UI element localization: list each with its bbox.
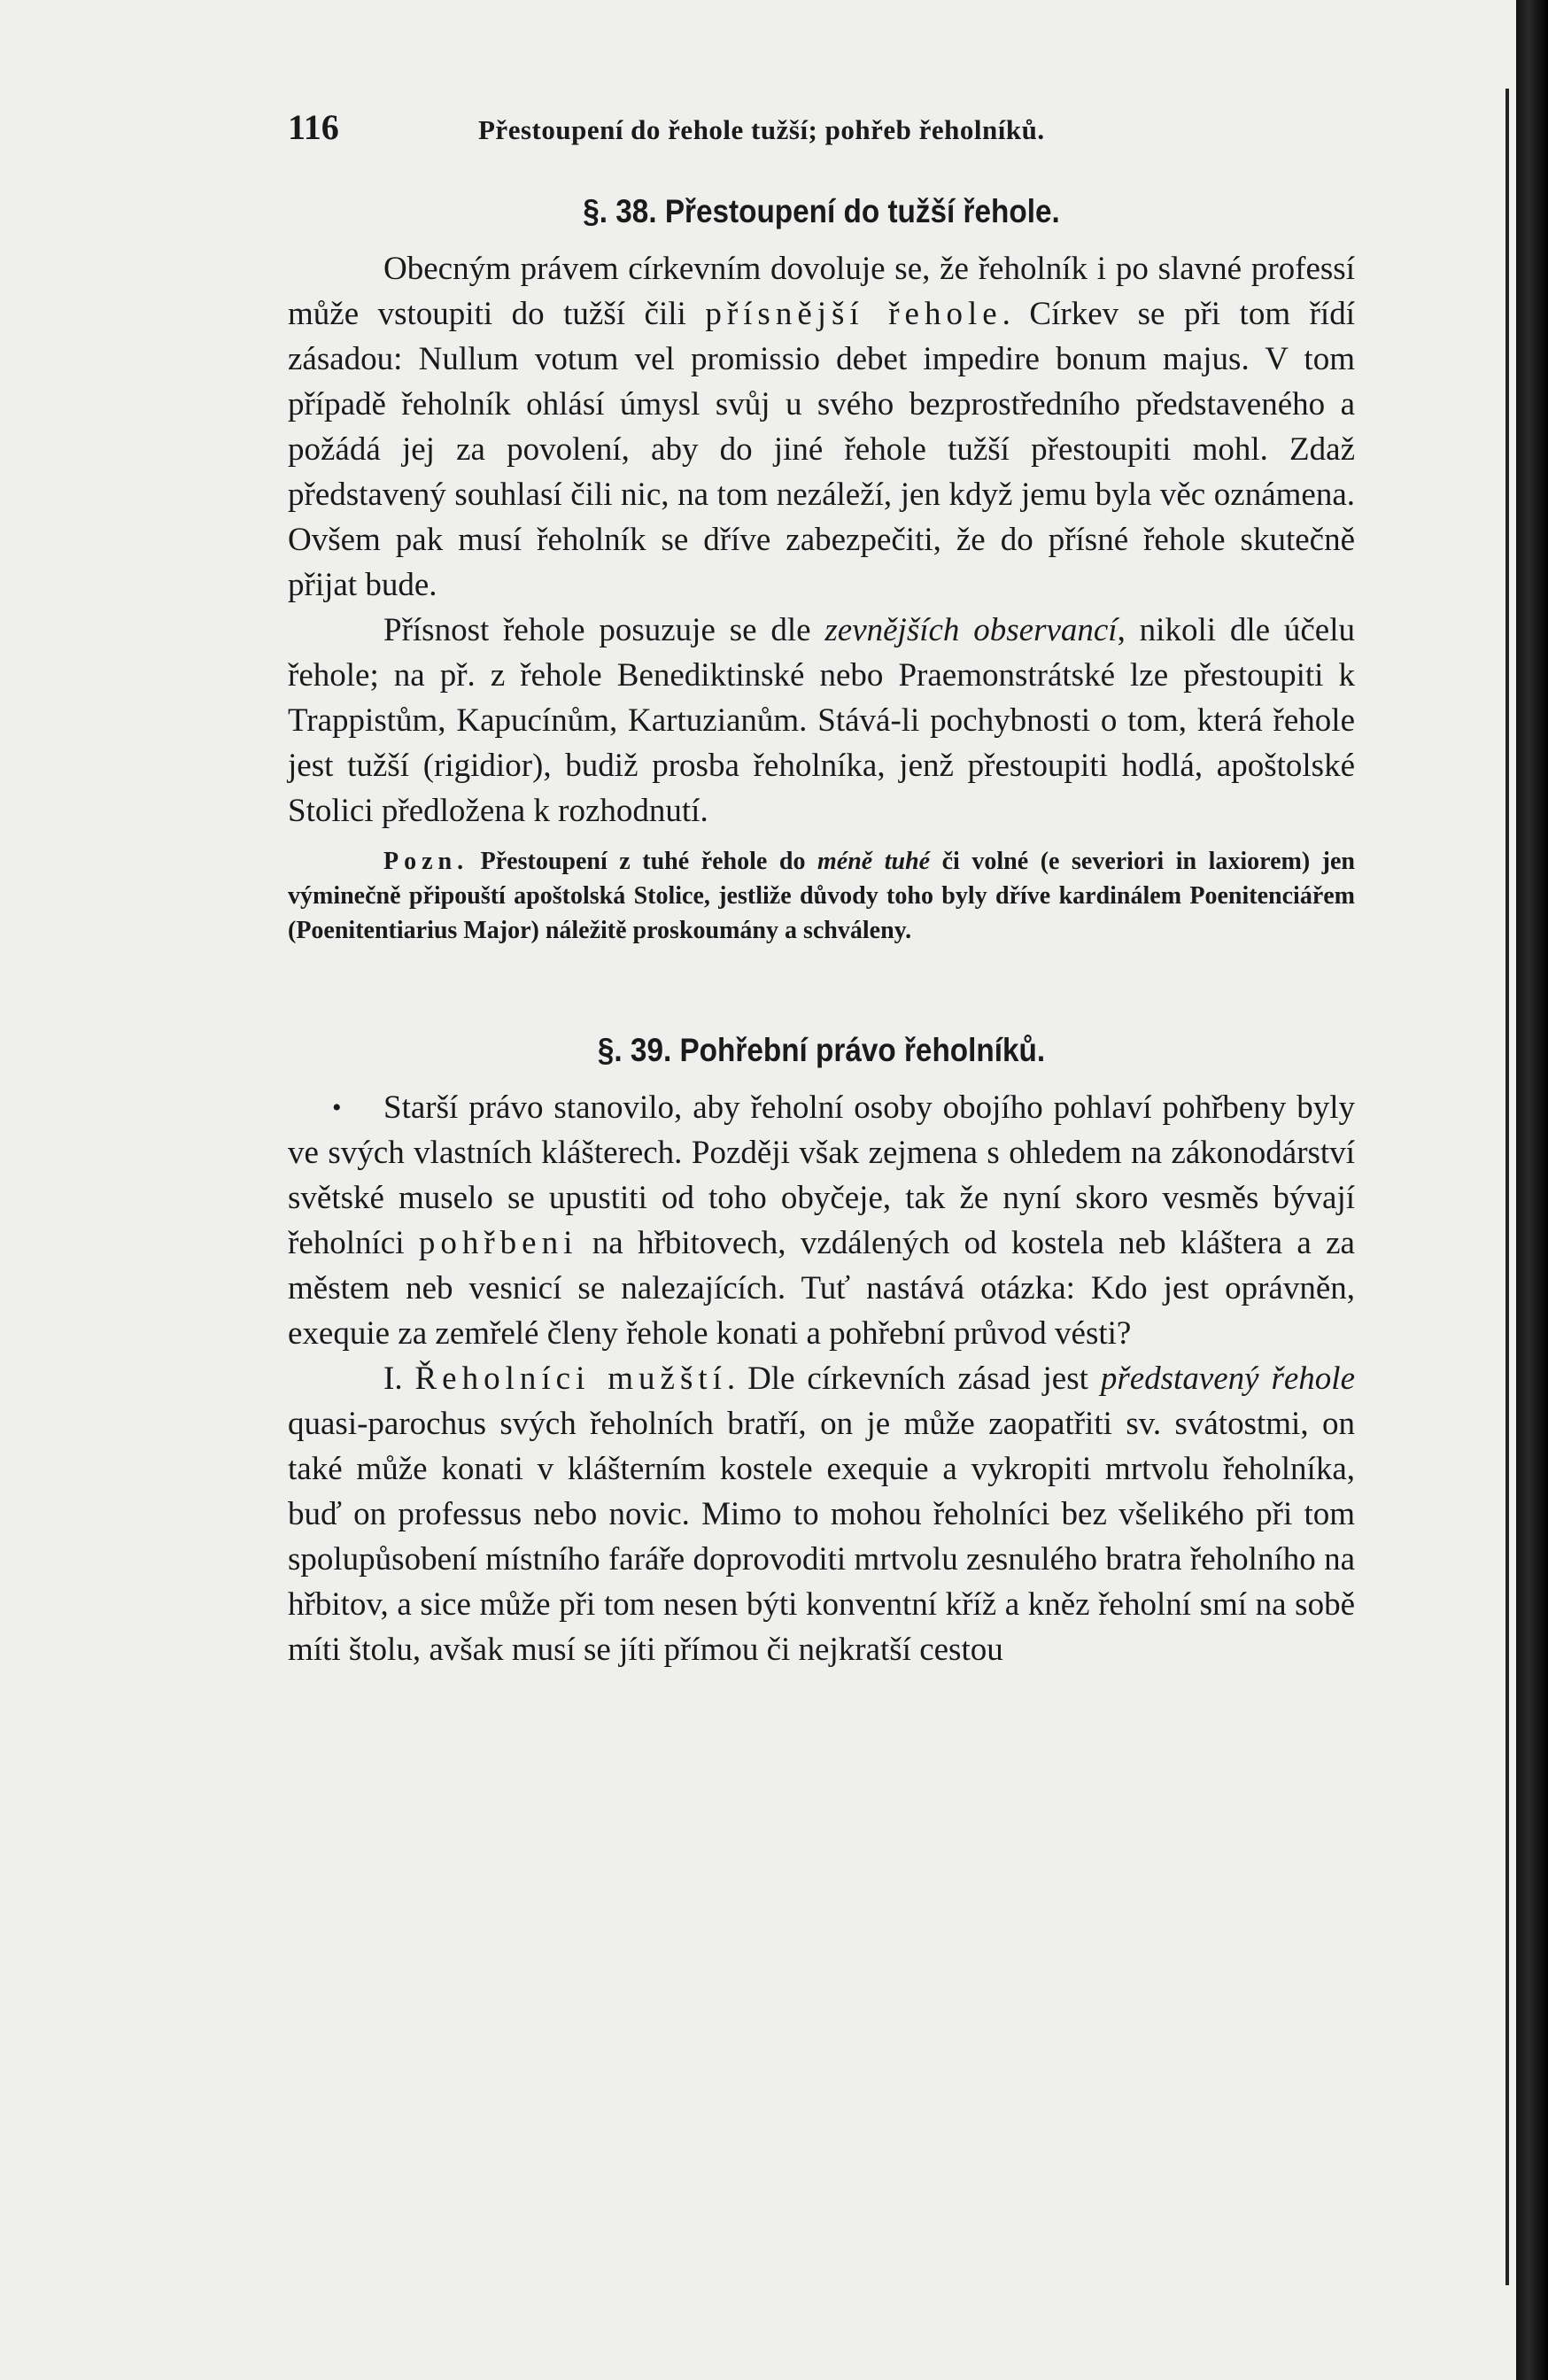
page-content [288,106,1355,1672]
list-number: I. [383,1361,415,1397]
italic-text: méně tuhé [817,848,931,875]
section-38-paragraph-2 [288,608,1355,833]
italic-text: zevnějších observancí [824,612,1118,648]
text-run: , nikoli dle účelu řehole; na př. z řehole Benediktinské nebo Praemonstrátské lze přestoupiti k Trappistům, Kapucínům, Kartuzianům. Stává-li pochybnosti o tom, která řehole jest tužší (rigidior), budiž prosba řeholníka, jenž přestoupiti hodlá, apoštolské Stolici předložena k rozhodnutí. [288,612,1355,829]
running-title: Přestoupení do řehole tužší; pohřeb řeholníků. [478,114,1045,145]
text-run: či volné (e severiori in laxiorem) jen výminečně připouští apoštolská Stolice, jestliže důvody toho byly dříve kardinálem Poenitenciářem (Poenitentiarius Major) náležitě proskoumány a schváleny. [288,848,1356,944]
scan-border [1516,0,1548,2380]
bullet-mark: • [332,1093,342,1122]
text-run: quasi-parochus svých řeholních bratří, on je může zaopatřiti sv. svátostmi, on také může konati v klášterním kostele exequie a vykropiti mrtvolu řeholníka, buď on professus nebo novic. Mimo to mohou řeholníci bez všelikého při tom spolupůsobení místního faráře doprovoditi mrtvolu zesnulého bratra řeholního na hřbitov, a sice může při tom nesen býti konventní kříž a kněz řeholní smí na sobě míti štolu, avšak musí se jíti přímou či nejkratší cestou [288,1406,1355,1668]
page-edge-line [1505,89,1509,2285]
section-38-note [288,844,1355,948]
section-38-paragraph-1 [288,246,1355,608]
italic-text: představený řehole [1100,1361,1356,1397]
emphasized-text: pohřbeni [418,1225,578,1261]
text-run: Obecným právem církevním dovoluje se, že řeholník i po slavné professí může vstoupiti do tužší čili [288,251,1355,332]
emphasized-text: přísnější řehole [705,296,1002,332]
text-run: Přestoupení z tuhé řehole do [468,848,817,875]
text-run: Starší právo stanovilo, aby řeholní osoby obojího pohlaví pohřbeny byly ve svých vlastních klášterech. Později však zejmena s ohledem na zákonodárství světské muselo se upustiti od toho obyčeje, tak že nyní skoro vesměs bývají řeholníci [288,1089,1355,1261]
text-run: na hřbitovech, vzdálených od kostela neb kláštera a za městem neb vesnicí se nalezajících. Tuť nastává otázka: Kdo jest oprávněn, exequie za zemřelé členy řehole konati a pohřební průvod vésti? [288,1225,1355,1352]
text-run: . Církev se při tom řídí zásadou: Nullum votum vel promissio debet impedire bonum majus. V tom případě řeholník ohlásí úmysl svůj u svého bezprostředního představeného a požádá jej za povolení, aby do jiné řehole tužší přestoupiti mohl. Zdaž představený souhlasí čili nic, na tom nezáleží, jen když jemu byla věc oznámena. Ovšem pak musí řeholník se dříve zabezpečiti, že do přísné řehole skutečně přijat bude. [288,296,1355,603]
section-38-heading: §. 38. Přestoupení do tužší řehole. [583,193,1060,229]
section-39-paragraph-1 [288,1085,1355,1356]
text-run: Přísnost řehole posuzuje se dle [383,612,825,648]
emphasized-text: Řeholníci mužští [414,1361,727,1397]
text-run: . Dle církevních zásad jest [726,1361,1101,1397]
page-number: 116 [288,107,339,147]
section-39-paragraph-2 [288,1356,1355,1672]
section-39-heading: §. 39. Pohřební právo řeholníků. [597,1032,1046,1068]
running-head [288,106,1355,177]
note-label: Pozn. [383,848,469,875]
